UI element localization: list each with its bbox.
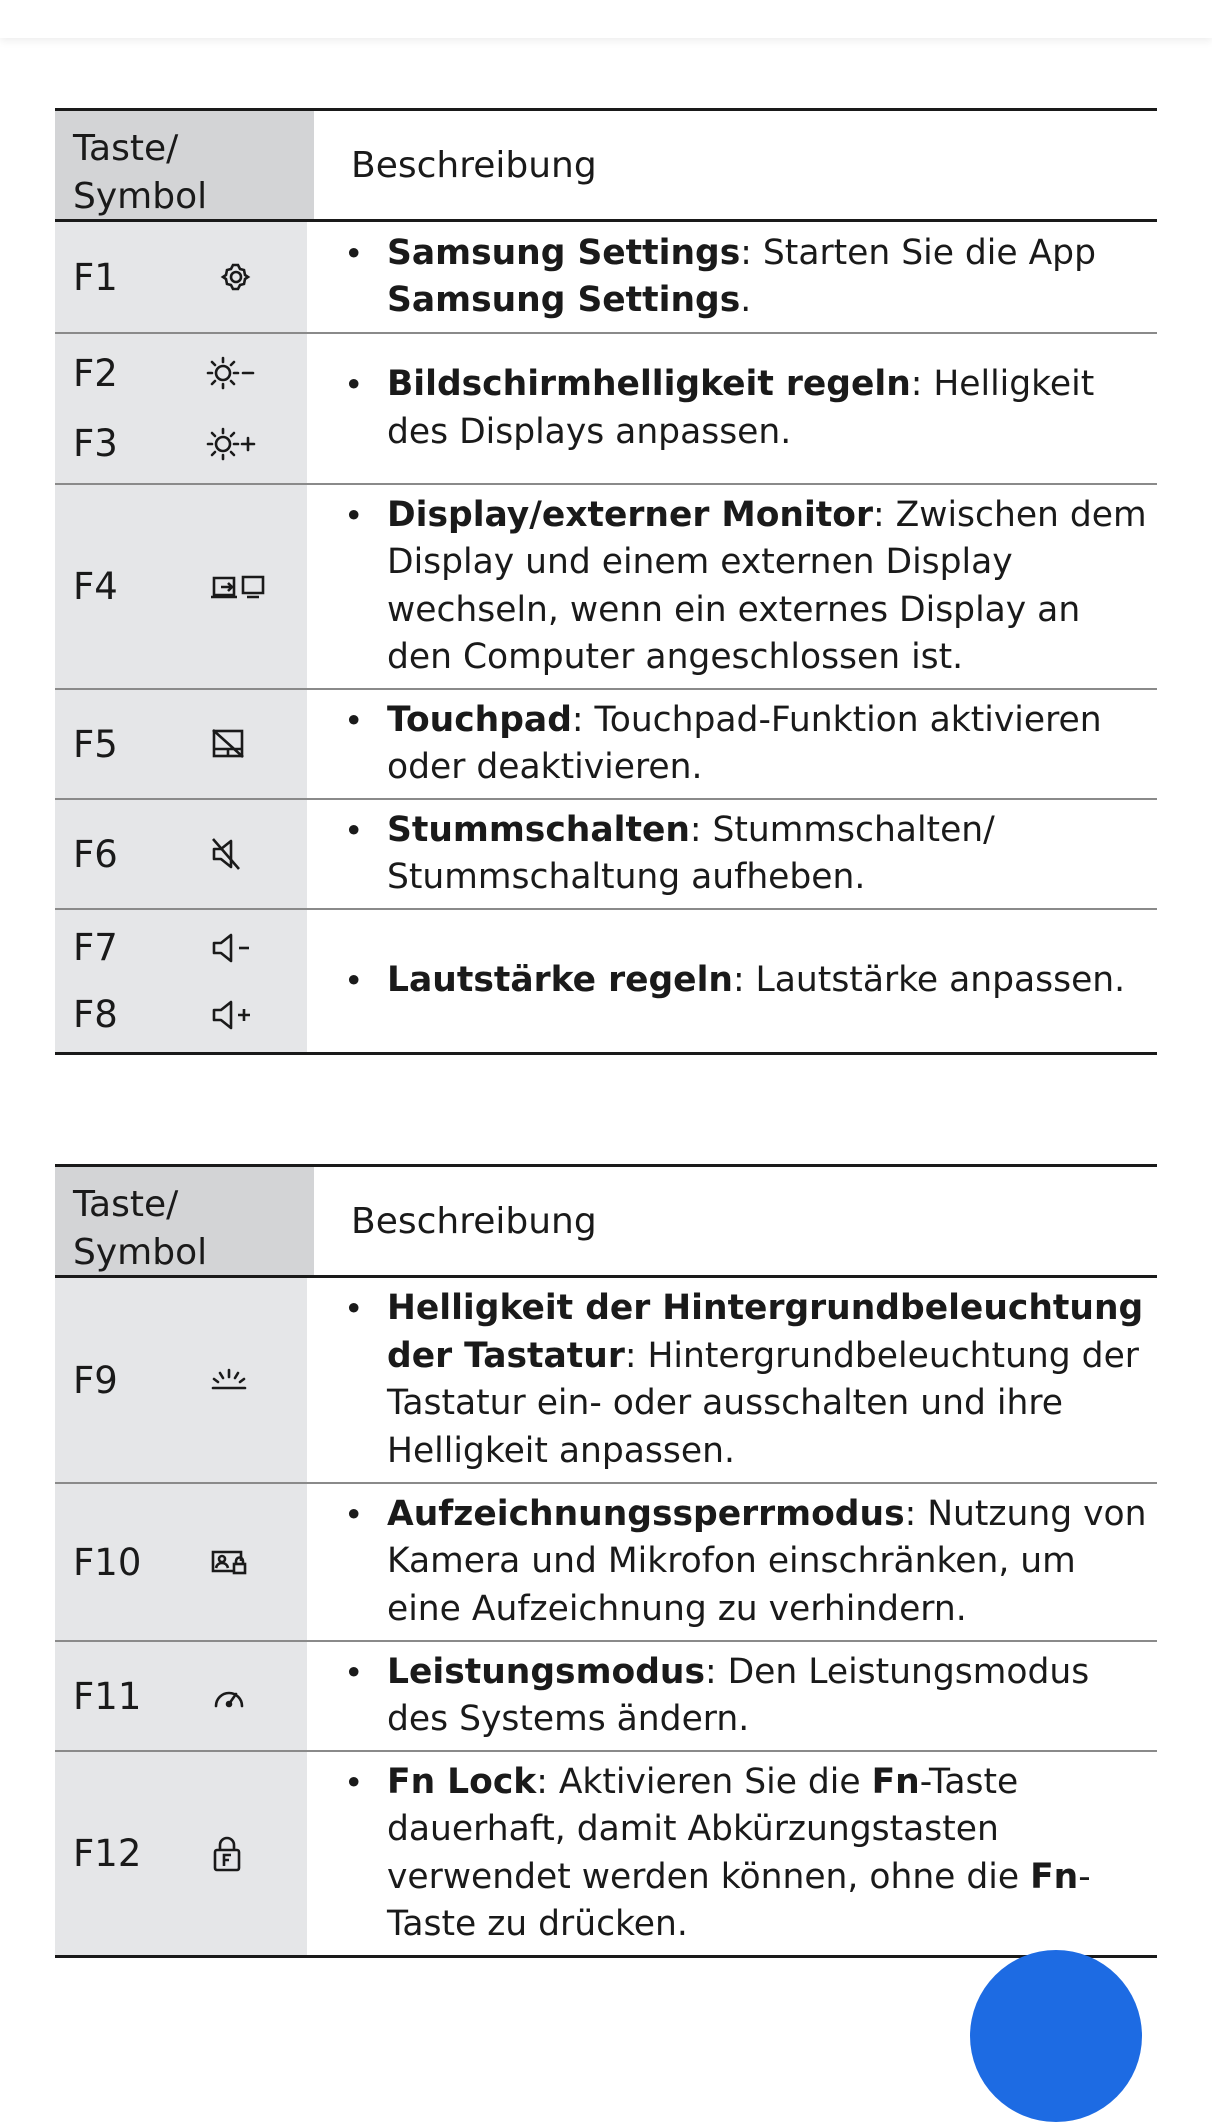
key-label: F10 [73, 1540, 142, 1584]
desc-title: Helligkeit der Hintergrundbeleuchtung der Tastatur [387, 1288, 1144, 1376]
key-label: F1 [73, 255, 118, 299]
desc-text: : Den Leistungsmodus des Systems ändern. [387, 1651, 1090, 1739]
key-label: F5 [73, 722, 118, 766]
desc-text: : Zwischen dem Display und einem externen Display wechseln, wenn ein externes Display an den Computer angeschlossen ist. [387, 494, 1147, 677]
display-switch-icon [201, 562, 271, 612]
key-label: F9 [73, 1358, 118, 1402]
desc-title: Aufzeichnungssperrmodus [387, 1493, 905, 1534]
table-row-f12: F12 • Fn Lock: Aktivieren Sie die Fn-Taste dauerhaft, damit Abkürzungstasten verwendet werden können, ohne die Fn-Taste zu drücken. [55, 1752, 1157, 1958]
key-label: F12 [73, 1832, 142, 1875]
key-label: F4 [73, 565, 118, 608]
desc-bold: Samsung Settings [387, 280, 741, 320]
key-label: F2 [73, 351, 118, 395]
table-row-f11: F11 • Leistungsmodus: Den Leistungsmodus des Systems ändern. [55, 1642, 1157, 1752]
top-bar [0, 0, 1212, 38]
function-key-table-2 [55, 1164, 1157, 1958]
desc-text: : Aktivieren Sie die [536, 1761, 872, 1802]
desc-text: : Touchpad-Funktion aktivieren oder deaktivieren. [387, 699, 1102, 787]
desc-bold: Fn [1030, 1856, 1079, 1897]
key-label: F7 [73, 926, 118, 969]
desc-tail: -Taste dauerhaft, damit Abkürzungstasten verwendet werden können, ohne die [387, 1761, 1031, 1897]
header-key-symbol: Taste/ Symbol [55, 1167, 314, 1275]
volume-down-icon [201, 923, 271, 973]
function-key-table-1 [55, 108, 1157, 1055]
table-row-f5: F5 • Touchpad: Touchpad-Funktion aktivieren oder deaktivieren. [55, 690, 1157, 800]
desc-text: : Nutzung von Kamera und Mikrofon einschränken, um eine Aufzeichnung zu verhindern. [387, 1493, 1147, 1629]
gear-icon [201, 252, 271, 302]
performance-gauge-icon [201, 1671, 271, 1721]
brightness-down-icon [201, 348, 271, 398]
key-label: F6 [73, 832, 118, 876]
desc-title: Touchpad [387, 699, 572, 740]
table-header [55, 108, 1157, 222]
desc-tail: -Taste zu drücken. [387, 1856, 1091, 1944]
table-row-f2-f3: F2 F3 • Bildschirmhelligkeit regeln: Helligkeit des Displays anpassen. [55, 334, 1157, 485]
desc-title: Lautstärke regeln [387, 960, 733, 1001]
brightness-up-icon [201, 419, 271, 469]
table-row-f7-f8: F7 F8 • Lautstärke regeln: Lautstärke anpassen. [55, 910, 1157, 1055]
speaker-mute-icon [201, 829, 271, 879]
desc-text: : Lautstärke anpassen. [732, 960, 1126, 1001]
desc-text: : Starten Sie die App [740, 232, 1096, 273]
keyboard-backlight-icon [201, 1355, 271, 1405]
touchpad-off-icon [201, 719, 271, 769]
desc-title: Fn Lock [387, 1761, 537, 1802]
header-key-symbol: Taste/ Symbol [55, 111, 314, 219]
volume-up-icon [201, 990, 271, 1040]
header-description: Beschreibung [351, 1200, 597, 1242]
table-row-f10: F10 • Aufzeichnungssperrmodus: Nutzung von Kamera und Mikrofon einschränken, um eine Aufzeichnung zu verhindern. [55, 1484, 1157, 1642]
desc-title: Display/externer Monitor [387, 494, 873, 535]
key-label: F3 [73, 422, 118, 466]
desc-text: : Hintergrundbeleuchtung der Tastatur ein- oder ausschalten und ihre Helligkeit anpassen. [387, 1335, 1139, 1471]
desc-text: : Helligkeit des Displays anpassen. [387, 364, 1095, 452]
table-row-f9: F9 • Helligkeit der Hintergrundbeleuchtung der Tastatur: Hintergrundbeleuchtung der Tastatur ein- oder ausschalten und ihre Helligkeit anpassen. [55, 1278, 1157, 1484]
desc-text: : Stummschalten/ Stummschaltung aufheben. [387, 809, 995, 897]
desc-title: Leistungsmodus [387, 1651, 706, 1692]
desc-title: Stummschalten [387, 809, 690, 850]
table-header [55, 1164, 1157, 1278]
desc-title: Bildschirmhelligkeit regeln [387, 364, 911, 404]
desc-bold: Fn [871, 1761, 920, 1802]
desc-tail: . [740, 280, 752, 320]
table-row-f6: F6 • Stummschalten: Stummschalten/ Stummschaltung aufheben. [55, 800, 1157, 910]
key-label: F8 [73, 993, 118, 1036]
key-label: F11 [73, 1674, 142, 1718]
fn-lock-icon [201, 1829, 271, 1879]
header-description: Beschreibung [351, 144, 597, 186]
table-row-f1: F1 • Samsung Settings: Starten Sie die App Samsung Settings. [55, 222, 1157, 334]
table-row-f4: F4 • Display/externer Monitor: Zwischen dem Display und einem externen Display wechseln, wenn ein externes Display an den Computer angeschlossen ist. [55, 485, 1157, 690]
recording-lock-icon [201, 1537, 271, 1587]
desc-title: Samsung Settings [387, 232, 741, 273]
floating-action-button[interactable] [970, 1950, 1142, 2122]
